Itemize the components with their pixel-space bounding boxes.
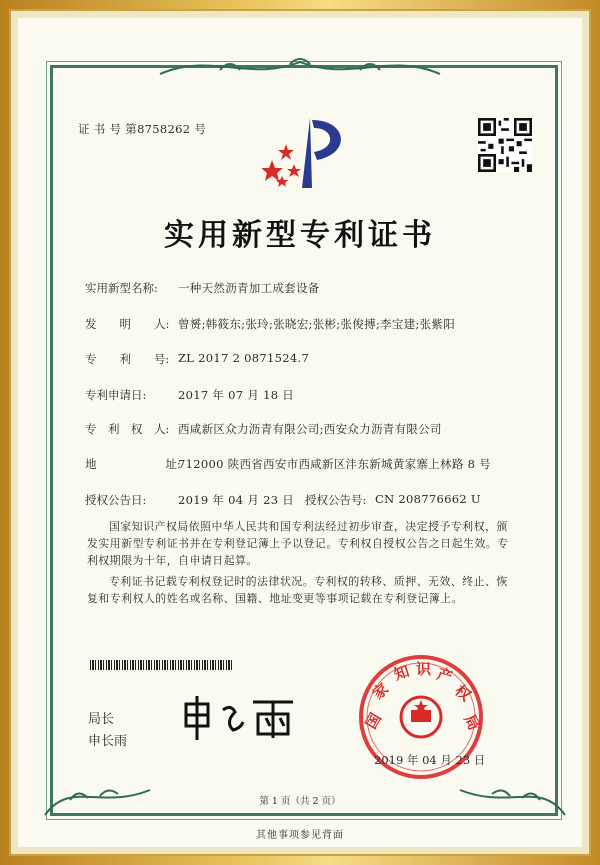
certificate-title: 实用新型专利证书	[164, 218, 436, 253]
filing-date: 2017 年 07 月 18 日	[178, 388, 295, 402]
signer-name: 申长雨	[88, 734, 128, 749]
address-label: 地 址:	[85, 457, 181, 471]
certificate-number: 证 书 号 第8758262 号	[78, 122, 207, 136]
patent-number-label: 专 利 号:	[85, 352, 170, 366]
grant-date-label: 授权公告日:	[85, 493, 147, 507]
svg-text:家: 家	[369, 679, 393, 704]
legal-paragraph-1: 国家知识产权局依照中华人民共和国专利法经过初步审查，决定授予专利权，颁发实用新型专利证书并在专利登记簿上予以登记。专利权自授权公告之日起生效。专利权期限为十年，自申请日起算。	[87, 520, 509, 567]
svg-text:产: 产	[434, 664, 455, 687]
legal-paragraph-2: 专利证书记载专利权登记时的法律状况。专利权的转移、质押、无效、终止、恢复和专利权人的姓名或名称、国籍、地址变更等事项记载在专利登记簿上。	[87, 575, 508, 605]
bottom-left-ornament	[40, 760, 160, 820]
handwritten-signature	[178, 692, 308, 742]
svg-text:局: 局	[460, 711, 484, 734]
utility-model-name-label: 实用新型名称:	[85, 281, 158, 295]
svg-text:权: 权	[451, 681, 475, 705]
cnipa-logo	[262, 108, 362, 198]
page-indicator: 第 1 页（共 2 页）	[259, 796, 341, 807]
patentee-names: 西咸新区众力沥青有限公司;西安众力沥青有限公司	[178, 422, 442, 436]
signer-title: 局长	[88, 712, 115, 727]
inventor-names: 曾赟;韩筱东;张玲;张晓宏;张彬;张俊搏;李宝建;张紫阳	[178, 317, 456, 331]
patentee-label: 专 利 权 人:	[85, 422, 170, 436]
barcode	[90, 660, 233, 670]
grant-number: CN 208776662 U	[375, 492, 481, 506]
svg-text:识: 识	[416, 660, 432, 678]
patent-number: ZL 2017 2 0871524.7	[178, 351, 310, 365]
svg-text:知: 知	[391, 662, 412, 684]
footer-note: 其他事项参见背面	[256, 830, 344, 841]
address: 712000 陕西省西安市西咸新区沣东新城黄家寨上林路 8 号	[178, 457, 491, 471]
top-ornament	[150, 52, 450, 82]
qr-code	[478, 118, 532, 172]
inventor-label: 发 明 人:	[85, 317, 170, 331]
seal-date: 2019 年 04 月 23 日	[374, 753, 486, 767]
grant-number-label: 授权公告号:	[305, 493, 367, 507]
svg-text:国: 国	[361, 709, 385, 732]
utility-model-name: 一种天然沥青加工成套设备	[178, 281, 320, 295]
grant-date: 2019 年 04 月 23 日	[178, 493, 295, 507]
filing-date-label: 专利申请日:	[85, 388, 147, 402]
